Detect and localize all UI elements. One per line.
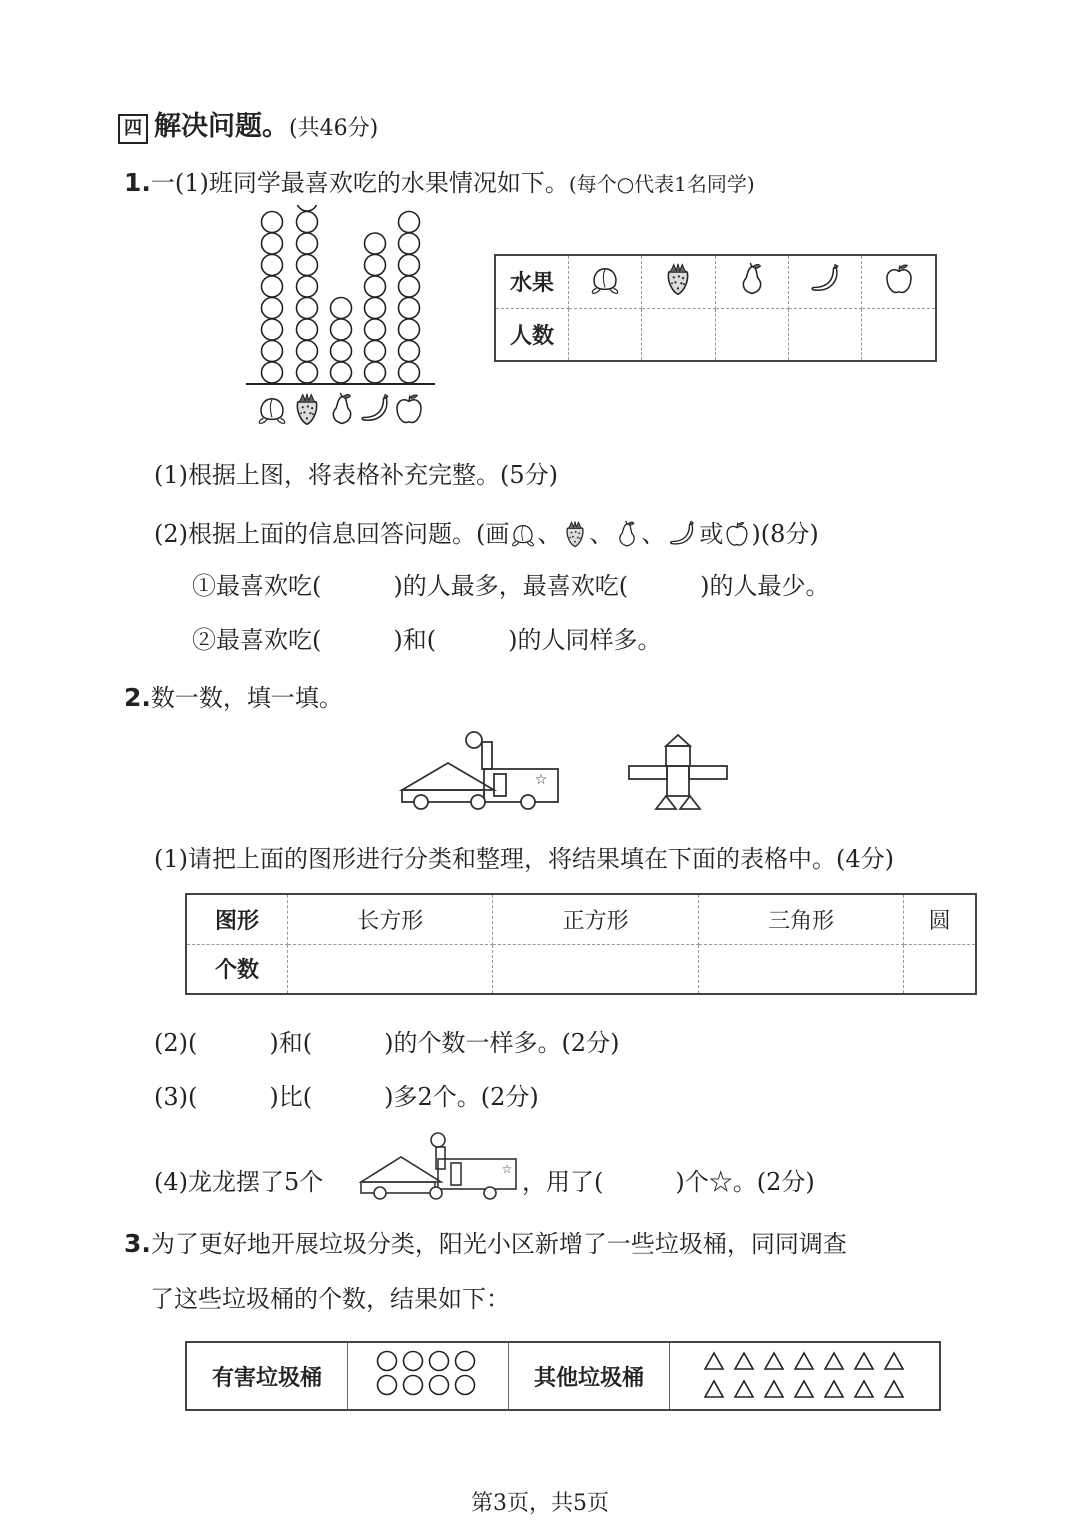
section-number: 四 (118, 114, 148, 144)
other-bin-triangle (765, 1381, 783, 1397)
q1-sub2 (154, 514, 819, 550)
pictograph-circle-peach (262, 341, 283, 362)
pictograph-circle-banana (365, 362, 386, 383)
pictograph-circle-strawberry (297, 233, 318, 254)
shape-table-header: 长方形 (288, 894, 493, 944)
pictograph-circle-pear (331, 362, 352, 383)
q2-sub3: (3)( )比( )多2个。(2分) (154, 1083, 539, 1111)
strawberry-icon (661, 259, 695, 299)
star-icon: ☆ (501, 1162, 513, 1176)
shape-table (185, 893, 977, 995)
other-bin-triangle (825, 1353, 843, 1369)
pear-icon (333, 393, 350, 424)
answer-cell[interactable] (788, 308, 861, 361)
pear-icon (613, 519, 641, 549)
pictograph-circle-strawberry (297, 255, 318, 276)
pictograph-circle-strawberry (297, 205, 318, 211)
pictograph-circle-banana (365, 276, 386, 297)
shape-table-header: 正方形 (493, 894, 698, 944)
section-score: (共46分) (289, 116, 379, 141)
pictograph-circle-apple (399, 233, 420, 254)
answer-cell[interactable] (904, 944, 976, 994)
banana-icon (665, 519, 699, 549)
robot-arm-rect (629, 766, 667, 779)
separator: 、 (589, 520, 614, 548)
answer-cell[interactable] (493, 944, 698, 994)
other-bin-triangle (735, 1381, 753, 1397)
harmful-bin-circles (373, 1348, 483, 1398)
pictograph-columns (262, 205, 420, 383)
bin-table (185, 1341, 941, 1411)
count-row-label: 个数 (186, 944, 288, 994)
robot-hat-triangle (666, 735, 690, 746)
q2-sub2: (2)( )和( )的个数一样多。(2分) (154, 1029, 620, 1057)
truck-triangle (402, 763, 494, 790)
pictograph-circle-strawberry (297, 341, 318, 362)
pictograph-circle-apple (399, 362, 420, 383)
robot-figure (626, 732, 730, 812)
pictograph-circle-peach (262, 362, 283, 383)
other-bin-triangle (885, 1381, 903, 1397)
pictograph-circle-apple (399, 298, 420, 319)
harmful-bin-label: 有害垃圾桶 (186, 1342, 348, 1410)
truck-wheel (374, 1187, 386, 1199)
pictograph-circle-banana (365, 255, 386, 276)
q1-text: 一(1)班同学最喜欢吃的水果情况如下。 (150, 169, 569, 197)
q2-number: 2. (124, 683, 151, 712)
q1-line (124, 163, 755, 198)
shape-table-header: 图形 (186, 894, 288, 944)
q2-sub4-b: ，用了( )个☆。(2分) (522, 1168, 815, 1196)
banana-icon (362, 395, 388, 421)
other-bin-triangle (795, 1353, 813, 1369)
answer-cell[interactable] (715, 308, 788, 361)
pictograph-circle-peach (262, 319, 283, 340)
robot-foot-triangle (656, 796, 676, 809)
other-bin-triangle (855, 1381, 873, 1397)
small-truck-figure (358, 1130, 522, 1204)
truck-wheel (430, 1187, 442, 1199)
separator: 、 (641, 520, 666, 548)
truck-window-rect (494, 774, 506, 796)
q3-line1 (124, 1224, 847, 1259)
fruit-table (494, 254, 937, 362)
separator: 、 (537, 520, 562, 548)
q1-sub1: (1)根据上图，将表格补充完整。(5分) (154, 461, 558, 489)
pictograph-circle-strawberry (297, 212, 318, 233)
apple-icon (882, 261, 916, 297)
apple-icon (397, 395, 421, 422)
answer-cell[interactable] (569, 308, 642, 361)
harmful-bin-circle (430, 1352, 449, 1371)
pictograph-circle-pear (331, 319, 352, 340)
peach-icon (588, 261, 622, 297)
pear-icon (735, 261, 769, 297)
pictograph-circle-peach (262, 212, 283, 233)
pictograph-circle-peach (262, 276, 283, 297)
or-text: 或 (699, 520, 724, 548)
pictograph-circle-banana (365, 298, 386, 319)
answer-cell[interactable] (698, 944, 903, 994)
truck-circle (466, 732, 482, 748)
other-bin-triangle (735, 1353, 753, 1369)
other-bin-triangles (700, 1345, 910, 1401)
other-bin-triangle (705, 1353, 723, 1369)
page-footer: 第3页，共5页 (471, 1491, 609, 1516)
harmful-bin-circle (378, 1376, 397, 1395)
other-bin-cell (670, 1342, 941, 1410)
truck-wheel (521, 795, 535, 809)
answer-cell[interactable] (862, 308, 936, 361)
answer-cell[interactable] (288, 944, 493, 994)
count-row-label: 人数 (495, 308, 569, 361)
other-bin-triangle (855, 1353, 873, 1369)
shape-table-header: 三角形 (698, 894, 903, 944)
truck-circle (431, 1133, 445, 1147)
strawberry-icon (561, 518, 589, 550)
peach-icon (259, 399, 284, 424)
pictograph-circle-pear (331, 341, 352, 362)
truck-wheel (414, 795, 428, 809)
truck-bed-rect (361, 1182, 435, 1193)
pictograph-circle-strawberry (297, 319, 318, 340)
q1-sub2-score: )(8分) (751, 520, 819, 548)
q1-note: (每个○代表1名同学) (568, 172, 755, 196)
other-bin-triangle (705, 1381, 723, 1397)
peach-icon (509, 519, 537, 549)
pictograph-circle-apple (399, 255, 420, 276)
pictograph-circle-strawberry (297, 276, 318, 297)
section-header (118, 104, 378, 144)
pictograph-circle-apple (399, 276, 420, 297)
q3-text-1: 为了更好地开展垃圾分类，阳光小区新增了一些垃圾桶，同同调查 (150, 1230, 847, 1258)
harmful-bin-cell (348, 1342, 509, 1410)
other-bin-triangle (825, 1381, 843, 1397)
other-bin-label: 其他垃圾桶 (509, 1342, 670, 1410)
truck-chimney-rect (482, 742, 492, 769)
other-bin-triangle (885, 1353, 903, 1369)
answer-cell[interactable] (642, 308, 715, 361)
truck-window-rect (451, 1163, 461, 1185)
pictograph-circle-banana (365, 319, 386, 340)
strawberry-icon (297, 394, 316, 425)
pictograph-circle-apple (399, 319, 420, 340)
pictograph-circle-strawberry (297, 362, 318, 383)
robot-foot-triangle (680, 796, 700, 809)
pictograph-circle-banana (365, 341, 386, 362)
fruit-pictograph (240, 205, 440, 435)
q2-line (124, 678, 343, 713)
pictograph-circle-strawberry (297, 298, 318, 319)
pictograph-circle-pear (331, 298, 352, 319)
shape-table-header: 圆 (904, 894, 976, 944)
other-bin-triangle (795, 1381, 813, 1397)
q1-number: 1. (124, 168, 151, 197)
pictograph-circle-apple (399, 212, 420, 233)
truck-triangle (361, 1157, 441, 1182)
robot-arm-rect (689, 766, 727, 779)
harmful-bin-circle (456, 1352, 475, 1371)
banana-icon (808, 261, 842, 297)
pictograph-circle-peach (262, 233, 283, 254)
harmful-bin-circle (404, 1376, 423, 1395)
pictograph-circle-apple (399, 341, 420, 362)
harmful-bin-circle (430, 1376, 449, 1395)
fruit-row-label: 水果 (495, 255, 569, 308)
other-bin-triangle (765, 1353, 783, 1369)
pictograph-circle-banana (365, 233, 386, 254)
q1-item2: ②最喜欢吃( )和( )的人同样多。 (192, 626, 662, 654)
harmful-bin-circle (378, 1352, 397, 1371)
q3-number: 3. (124, 1229, 151, 1258)
truck-wheel (484, 1187, 496, 1199)
robot-head-square (666, 746, 690, 766)
robot-body-rect (667, 766, 689, 796)
q1-sub2-text: (2)根据上面的信息回答问题。(画 (154, 520, 510, 548)
q1-item1: ①最喜欢吃( )的人最多，最喜欢吃( )的人最少。 (192, 572, 830, 600)
pictograph-circle-peach (262, 298, 283, 319)
star-icon: ☆ (534, 772, 548, 788)
truck-figure (398, 728, 564, 812)
harmful-bin-circle (404, 1352, 423, 1371)
harmful-bin-circle (456, 1376, 475, 1395)
pictograph-circle-peach (262, 255, 283, 276)
section-title: 解决问题。 (154, 111, 289, 142)
truck-wheel (471, 795, 485, 809)
q2-sub4-a: (4)龙龙摆了5个 (154, 1168, 324, 1196)
q2-sub1: (1)请把上面的图形进行分类和整理，将结果填在下面的表格中。(4分) (154, 845, 894, 873)
apple-icon (723, 519, 751, 549)
q3-line2: 了这些垃圾桶的个数，结果如下： (150, 1285, 510, 1313)
q2-text: 数一数，填一填。 (150, 684, 343, 712)
